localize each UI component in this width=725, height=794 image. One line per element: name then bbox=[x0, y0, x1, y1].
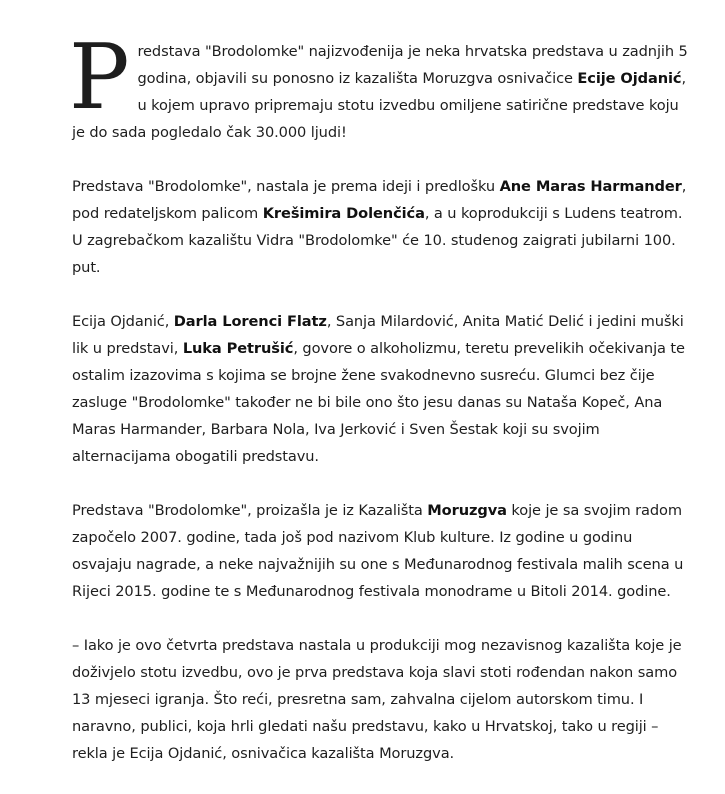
article-paragraph-5 bbox=[72, 632, 688, 767]
paragraph-text: Predstava "Brodolomke", proizašla je iz Kazališta bbox=[72, 502, 428, 519]
theatre-name: Moruzgva bbox=[427, 502, 507, 519]
paragraph-text: redstava "Brodolomke" najizvođenija je neka hrvatska predstava u zadnjih 5 godina, objavili su ponosno iz kazališta Moruzgva osnivačice bbox=[137, 43, 688, 87]
paragraph-text: , Sanja Milardović, Anita Matić Delić i jedini muški lik u predstavi, bbox=[72, 313, 684, 357]
person-name: Krešimira Dolenčića bbox=[262, 205, 425, 222]
person-name: Luka Petrušić bbox=[182, 340, 294, 357]
paragraph-text: – Iako je ovo četvrta predstava nastala u produkciji mog nezavisnog kazališta koje je doživjelo stotu izvedbu, ovo je prva predstava koja slavi stoti rođendan nakon samo 13 mjeseci igranja. Što reći, presretna sam, zahvalna cijelom autorskom timu. I naravno, publici, koja hrli gledati našu predstavu, kako u Hrvatskoj, tako u regiji – rekla je Ecija Ojdanić, osnivačica kazališta Moruzgva. bbox=[72, 637, 682, 762]
paragraph-text: , govore o alkoholizmu, teretu prevelikih očekivanja te ostalim izazovima s kojima se brojne žene svakodnevno susreću. Glumci bez čije zasluge "Brodolomke" također ne bi bile ono što jesu danas su Nataša Kopeč, Ana Maras Harmander, Barbara Nola, Iva Jerković i Sven Šestak koji su svojim alternacijama obogatili predstavu. bbox=[72, 340, 685, 465]
paragraph-text: , a u koprodukciji s Ludens teatrom. U zagrebačkom kazalištu Vidra "Brodolomke" će 10. studenog zaigrati jubilarni 100. put. bbox=[72, 205, 683, 276]
article-body bbox=[69, 25, 688, 794]
drop-cap: P bbox=[69, 25, 130, 130]
article-paragraph-1 bbox=[69, 25, 688, 146]
paragraph-text: Ecija Ojdanić, bbox=[72, 313, 174, 330]
paragraph-text: , u kojem upravo pripremaju stotu izvedbu omiljene satirične predstave koju je do sada pogledalo čak 30.000 ljudi! bbox=[72, 70, 687, 141]
paragraph-text: koje je sa svojim radom započelo 2007. godine, tada još pod nazivom Klub kulture. Iz godine u godinu osvajaju nagrade, a neke najvažnijih su one s Međunarodnog festivala malih scena u Rijeci 2015. godine te s Međunarodnog festivala monodrame u Bitoli 2014. godine. bbox=[72, 502, 684, 600]
article-paragraph-3 bbox=[72, 308, 688, 470]
person-name: Ecije Ojdanić bbox=[577, 70, 682, 87]
person-name: Darla Lorenci Flatz bbox=[173, 313, 327, 330]
article-paragraph-2 bbox=[72, 173, 688, 281]
paragraph-text: , pod redateljskom palicom bbox=[72, 178, 687, 222]
paragraph-text: Predstava "Brodolomke", nastala je prema ideji i predlošku bbox=[72, 178, 500, 195]
article-paragraph-4 bbox=[72, 497, 688, 605]
person-name: Ane Maras Harmander bbox=[499, 178, 682, 195]
